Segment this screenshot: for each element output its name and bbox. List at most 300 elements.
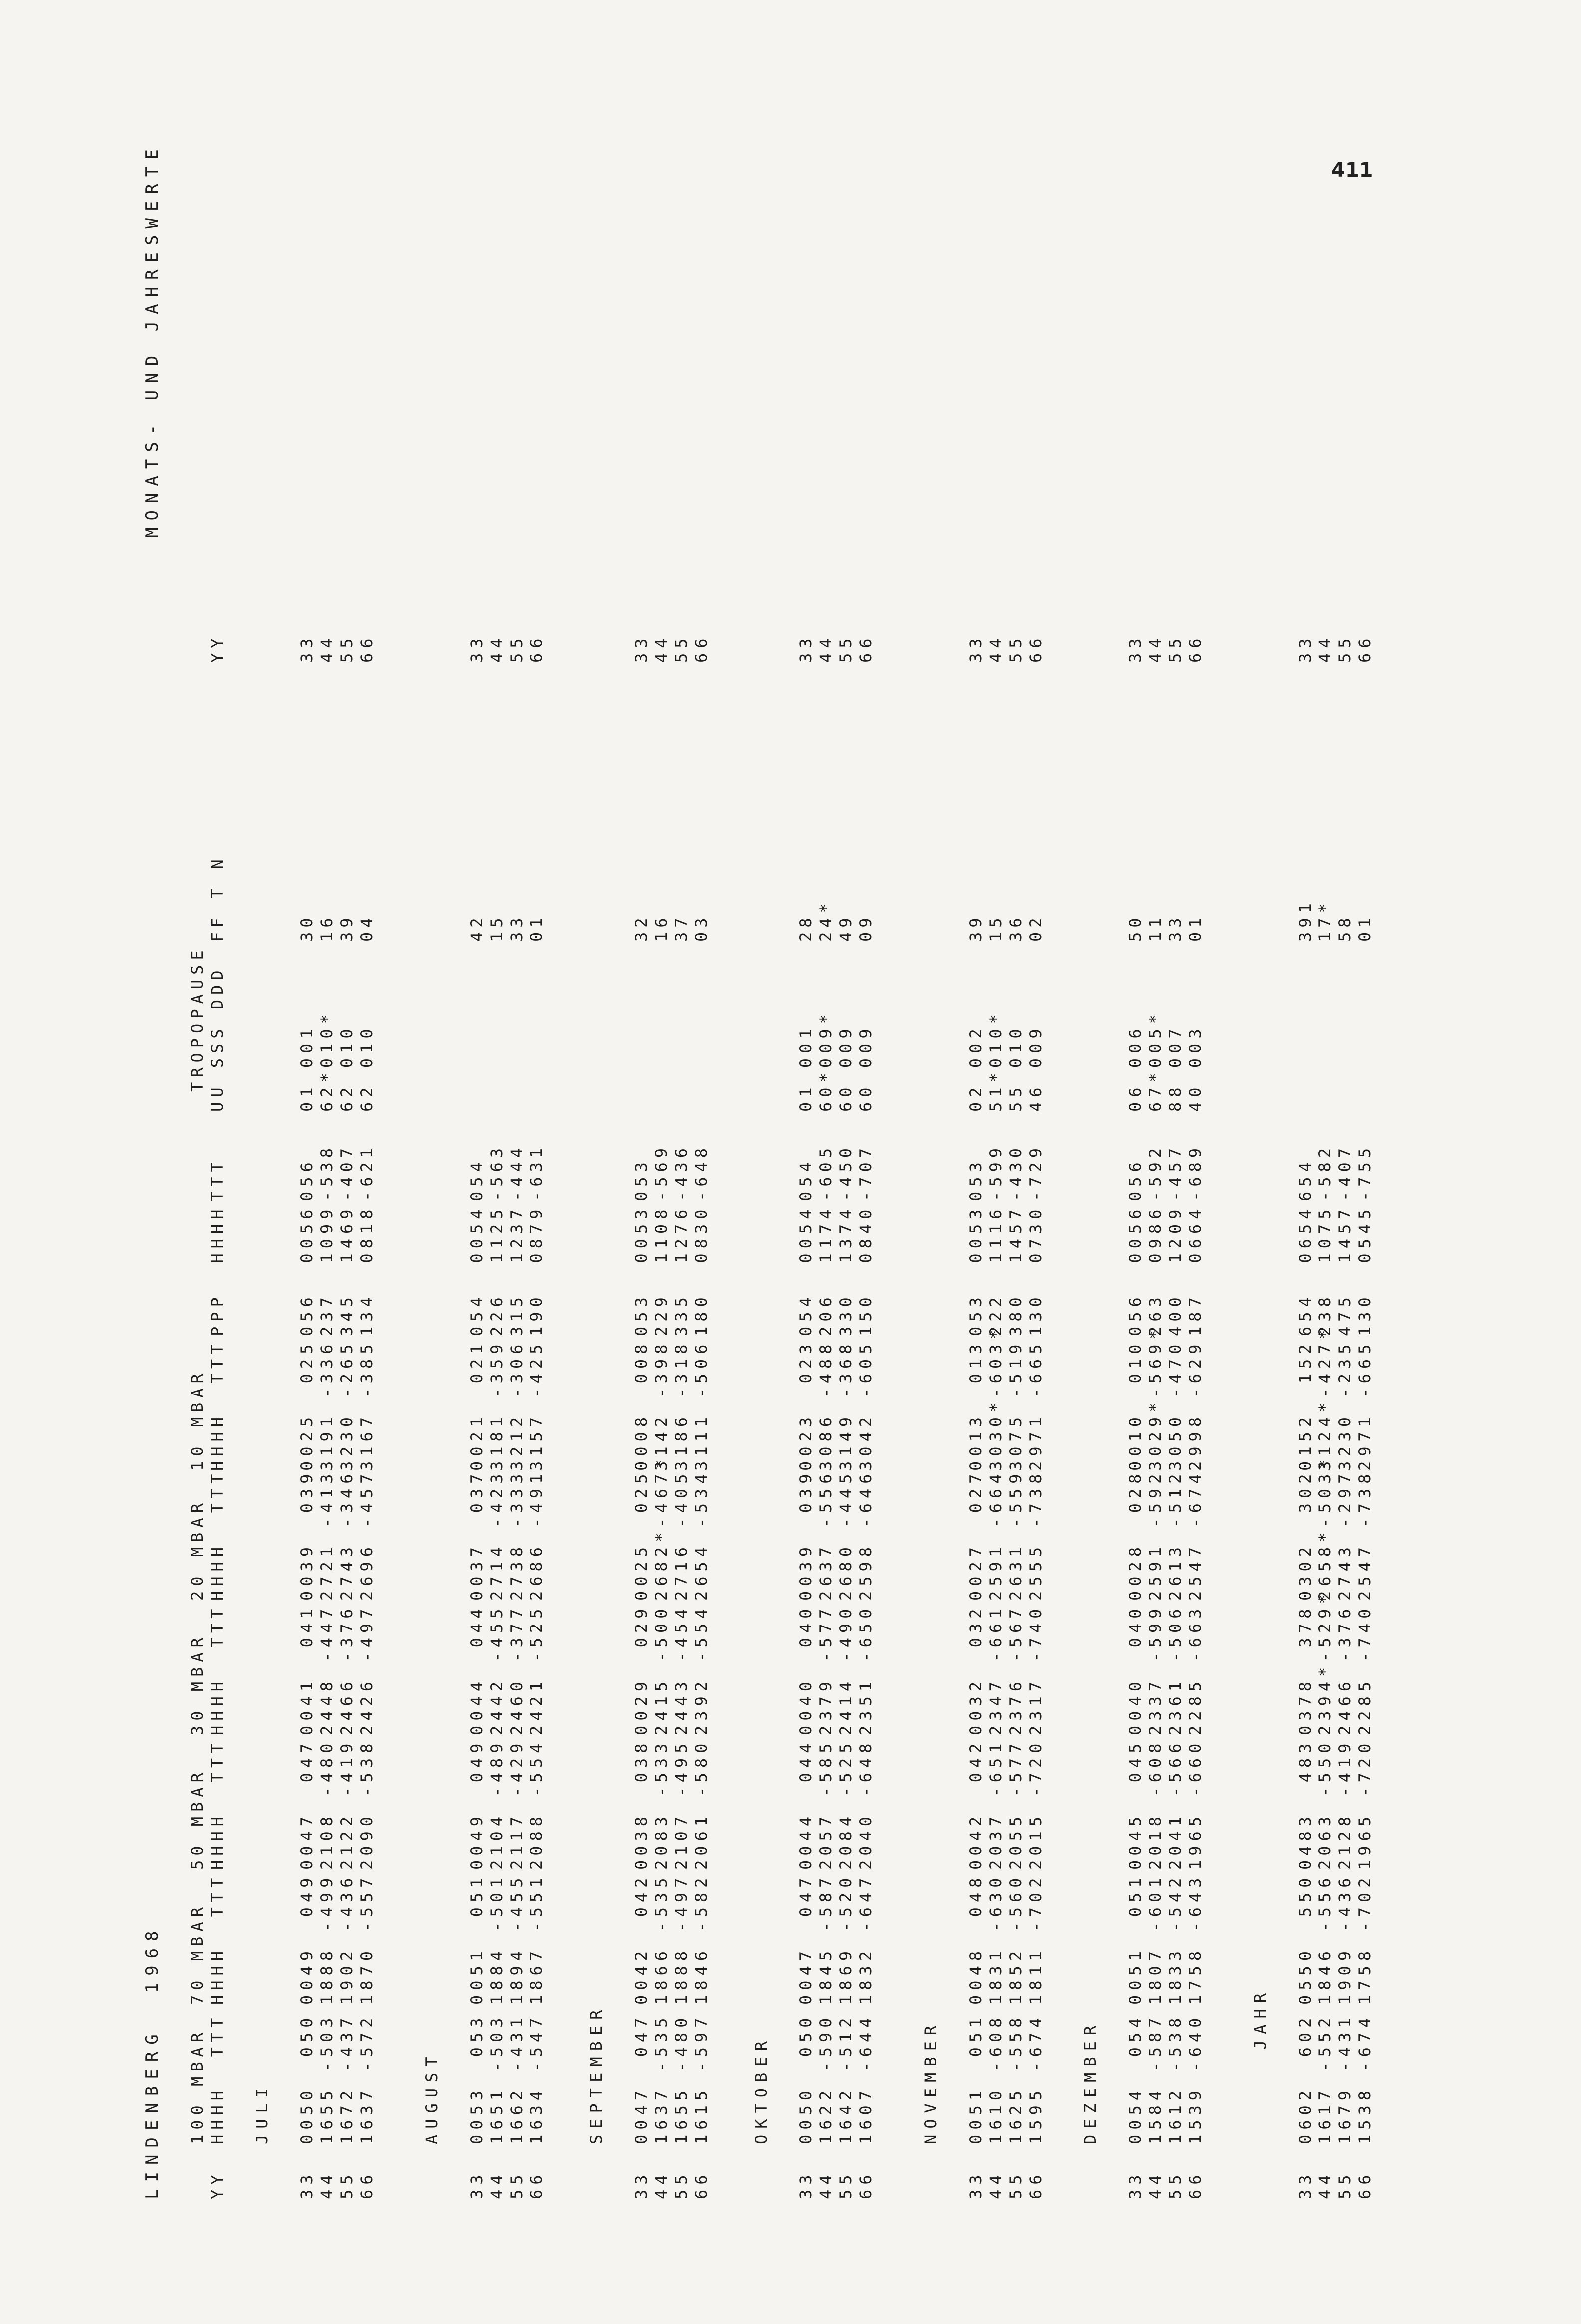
table-cell: 55 <box>672 2170 691 2199</box>
table-cell: 0013 013 <box>966 1339 985 1471</box>
table-cell: 2122 -419 <box>337 1738 356 1870</box>
section-label: OKTOBER <box>752 2035 771 2144</box>
table-cell: 49 <box>836 913 855 942</box>
table-cell: 2631 -559 <box>1006 1469 1025 1601</box>
column-header-bottom: FF T N <box>208 854 227 942</box>
table-cell: 2351 -650 <box>856 1604 875 1735</box>
table-cell: 2998 -629 <box>1186 1339 1205 1471</box>
table-cell: 11 <box>1146 913 1165 942</box>
station-title: LINDENBERG 1968 <box>142 1924 162 2199</box>
table-cell: -450 <box>836 1143 855 1201</box>
table-cell: 2061 -580 <box>692 1738 711 1870</box>
table-cell: 0378 378 <box>1296 1604 1315 1735</box>
column-header-bottom: HHHH TTT <box>208 1469 227 1601</box>
table-cell: 3167 -385 <box>357 1339 376 1471</box>
table-cell: 2088 -554 <box>527 1738 546 1870</box>
table-cell: 36 <box>1006 913 1025 942</box>
table-cell: 1965 -660 <box>1186 1738 1205 1870</box>
column-header-bottom: HHHH TTT <box>208 1873 227 2005</box>
table-cell: 1679 -431 <box>1335 2013 1354 2144</box>
table-cell: 0047 047 <box>297 1738 316 1870</box>
table-cell: 2361 -506 <box>1166 1604 1185 1735</box>
table-cell: 66 <box>527 633 546 663</box>
table-cell: 2108 -480 <box>317 1738 336 1870</box>
table-cell: 33 <box>467 633 486 663</box>
table-cell: 55 <box>507 633 526 663</box>
table-cell: 2658*-503* <box>1316 1454 1334 1601</box>
table-cell: 187 0664 <box>1186 1204 1205 1336</box>
table-cell: 0550 550 <box>1296 1873 1315 2005</box>
table-cell: 55 <box>507 2170 526 2199</box>
table-cell: -582 <box>1316 1143 1334 1201</box>
table-cell: 3157 -425 <box>527 1339 546 1471</box>
table-cell: -444 <box>507 1143 526 1201</box>
table-cell: 2083 -533 <box>652 1738 671 1870</box>
table-cell: 0051 051 <box>467 1873 486 2005</box>
table-cell: 2055 -577 <box>1006 1738 1025 1870</box>
table-cell: 2555 -738 <box>1026 1469 1045 1601</box>
table-cell: 3230 -235 <box>1335 1339 1354 1471</box>
table-cell: 42 <box>467 913 486 942</box>
table-cell: 206 1174 <box>816 1204 835 1336</box>
table-cell: 1662 -431 <box>507 2013 526 2144</box>
table-cell: 3212 -306 <box>507 1339 526 1471</box>
table-cell: 0027 027 <box>966 1469 985 1601</box>
table-cell: 44 <box>816 2170 835 2199</box>
table-cell: 55 <box>1166 2170 1185 2199</box>
table-cell: 2598 -646 <box>856 1469 875 1601</box>
table-cell: 44 <box>487 633 506 663</box>
table-cell: 66 <box>1026 633 1045 663</box>
table-cell: 1894 -455 <box>507 1873 526 2005</box>
table-cell: 60 009 <box>856 1024 875 1112</box>
table-cell: -436 <box>672 1143 691 1201</box>
table-cell: 1846 -556 <box>1316 1873 1334 2005</box>
column-header-bottom: HHHH TTT <box>208 1738 227 1870</box>
table-cell: 0032 032 <box>966 1604 985 1735</box>
table-cell: 335 1276 <box>672 1204 691 1336</box>
table-cell: 226 1125 <box>487 1204 506 1336</box>
table-cell: 053 0053 <box>632 1204 651 1336</box>
table-cell: 2285 -663 <box>1186 1604 1205 1735</box>
table-cell: 2443 -454 <box>672 1604 691 1735</box>
column-header-bottom: HHHH TTT <box>208 1339 227 1471</box>
table-cell: 1612 -538 <box>1166 2013 1185 2144</box>
table-cell: 3142 -398 <box>652 1339 671 1471</box>
table-cell: 66 <box>692 633 711 663</box>
table-cell: 16 <box>652 913 671 942</box>
section-label: AUGUST <box>422 2051 441 2144</box>
table-cell: 55 <box>1335 633 1354 663</box>
table-cell: 1866 -535 <box>652 1873 671 2005</box>
column-header-bottom: UU SSS DDD <box>208 965 227 1112</box>
table-cell: 222 1116 <box>986 1204 1005 1336</box>
table-cell: 1610 -608 <box>986 2013 1005 2144</box>
table-cell: 1617 -552 <box>1316 2013 1334 2144</box>
table-cell: 55 <box>836 633 855 663</box>
table-cell: 2104 -489 <box>487 1738 506 1870</box>
table-cell: 053 0053 <box>966 1204 985 1336</box>
table-cell: 33 <box>507 913 526 942</box>
table-cell: 2686 -491 <box>527 1469 546 1601</box>
table-cell: 03 <box>692 913 711 942</box>
table-cell: 55 <box>1166 633 1185 663</box>
table-cell: 30 <box>297 913 316 942</box>
table-cell: 0041 041 <box>297 1604 316 1735</box>
table-cell: 33 <box>796 2170 815 2199</box>
table-cell: 054 <box>796 1158 815 1201</box>
table-cell: 2392 -554 <box>692 1604 711 1735</box>
table-cell: 01 001 <box>796 1024 815 1112</box>
table-cell: 66 <box>357 633 376 663</box>
table-cell: 2696 -457 <box>357 1469 376 1601</box>
table-cell: 01 001 <box>297 1024 316 1112</box>
table-cell: 053 <box>966 1158 985 1201</box>
table-cell: 3181 -359 <box>487 1339 506 1471</box>
table-cell: 0025 025 <box>632 1469 651 1601</box>
table-cell: 0038 038 <box>632 1738 651 1870</box>
rotated-table-sheet <box>142 139 1520 2199</box>
table-cell: 44 <box>1146 633 1165 663</box>
table-cell: 2466 -376 <box>1335 1604 1354 1735</box>
table-cell: 66 <box>856 633 875 663</box>
table-cell: 134 0818 <box>357 1204 376 1336</box>
table-cell: 37 <box>672 913 691 942</box>
table-cell: 0023 023 <box>796 1339 815 1471</box>
table-cell: 1807 -601 <box>1146 1873 1165 2005</box>
table-cell: 0047 047 <box>632 2013 651 2144</box>
table-cell: 44 <box>816 633 835 663</box>
column-header-bottom: PPP HHHH <box>208 1204 227 1336</box>
table-cell: 1811 -702 <box>1026 1873 1045 2005</box>
table-cell: 2337 -599 <box>1146 1604 1165 1735</box>
table-cell: 39 <box>337 913 356 942</box>
table-cell: 2117 -429 <box>507 1738 526 1870</box>
table-cell: 0040 040 <box>1126 1604 1145 1735</box>
section-label: JAHR <box>1251 1987 1270 2050</box>
table-cell: 55 <box>1335 2170 1354 2199</box>
table-cell: 60*009* <box>816 1009 835 1112</box>
table-cell: 0048 048 <box>966 1873 985 2005</box>
table-cell: 2547 -738 <box>1355 1469 1374 1601</box>
table-cell: -407 <box>337 1143 356 1201</box>
table-cell: 0054 054 <box>1126 2013 1145 2144</box>
table-cell: 32 <box>632 913 651 942</box>
column-header-bottom: TTT <box>208 1158 227 1201</box>
table-cell: 66 <box>1186 2170 1205 2199</box>
table-cell: 263 0986 <box>1146 1204 1165 1336</box>
table-cell: 1869 -520 <box>836 1873 855 2005</box>
table-cell: 1965 -720 <box>1355 1738 1374 1870</box>
table-cell: 62*010* <box>317 1009 336 1112</box>
table-cell: 33 <box>1166 913 1185 942</box>
table-cell: 55 010 <box>1006 1024 1025 1112</box>
table-cell: 2460 -377 <box>507 1604 526 1735</box>
table-cell: 2442 -455 <box>487 1604 506 1735</box>
table-cell: 2084 -525 <box>836 1738 855 1870</box>
table-cell: 44 <box>986 2170 1005 2199</box>
table-cell: 55 <box>672 633 691 663</box>
table-cell: 67*005* <box>1146 1009 1165 1112</box>
table-cell: 1615 -597 <box>692 2013 711 2144</box>
table-cell: 2018 -608 <box>1146 1738 1165 1870</box>
column-header-bottom: YY <box>208 633 227 663</box>
table-cell: -599 <box>986 1143 1005 1201</box>
table-cell: 400 1209 <box>1166 1204 1185 1336</box>
table-cell: 33 <box>1296 2170 1315 2199</box>
table-cell: 33 <box>467 2170 486 2199</box>
table-cell: 66 <box>856 2170 875 2199</box>
table-cell: 33 <box>632 2170 651 2199</box>
table-cell: 44 <box>487 2170 506 2199</box>
table-cell: 62 010 <box>357 1024 376 1112</box>
table-cell: 2041 -566 <box>1166 1738 1185 1870</box>
table-cell: 0602 602 <box>1296 2013 1315 2144</box>
table-cell: 1870 -557 <box>357 1873 376 2005</box>
table-cell: 2107 -495 <box>672 1738 691 1870</box>
table-cell: 04 <box>357 913 376 942</box>
table-cell: 1831 -630 <box>986 1873 1005 2005</box>
table-cell: 40 003 <box>1186 1024 1205 1112</box>
table-cell: -407 <box>1335 1143 1354 1201</box>
column-header-top: 100 MBAR <box>188 2027 207 2144</box>
section-label: SEPTEMBER <box>587 2004 606 2144</box>
table-cell: 55 <box>337 633 356 663</box>
table-cell: 66 <box>692 2170 711 2199</box>
table-cell: 0037 037 <box>467 1469 486 1601</box>
table-cell: 33 <box>796 633 815 663</box>
table-cell: 3042 -605 <box>856 1339 875 1471</box>
table-cell: 2347 -661 <box>986 1604 1005 1735</box>
table-cell: 44 <box>317 2170 336 2199</box>
table-cell: 2448 -447 <box>317 1604 336 1735</box>
table-cell: 315 1237 <box>507 1204 526 1336</box>
table-cell: 2721 -413 <box>317 1469 336 1601</box>
table-cell: 0049 049 <box>297 1873 316 2005</box>
table-cell: 15 <box>487 913 506 942</box>
table-cell: 130 0545 <box>1355 1204 1374 1336</box>
table-cell: 054 0054 <box>467 1204 486 1336</box>
table-cell: 054 0054 <box>796 1204 815 1336</box>
column-header-bottom: HHHH TTT <box>208 2013 227 2144</box>
table-cell: 1642 -512 <box>836 2013 855 2144</box>
table-cell: 2637 -556 <box>816 1469 835 1601</box>
table-cell: 150 0840 <box>856 1204 875 1336</box>
table-cell: 0053 053 <box>467 2013 486 2144</box>
table-cell: 2680 -445 <box>836 1469 855 1601</box>
table-cell: 2591 -664 <box>986 1469 1005 1601</box>
table-cell: 2015 -720 <box>1026 1738 1045 1870</box>
table-cell: 2738 -333 <box>507 1469 526 1601</box>
table-cell: -563 <box>487 1143 506 1201</box>
table-cell: 33 <box>966 2170 985 2199</box>
table-cell: 0483 483 <box>1296 1738 1315 1870</box>
table-cell: 62 010 <box>337 1024 356 1112</box>
table-cell: 3086 -488 <box>816 1339 835 1471</box>
table-cell: 1884 -501 <box>487 1873 506 2005</box>
column-header-top: 10 MBAR <box>188 1369 207 1471</box>
table-cell: -631 <box>527 1143 546 1201</box>
table-cell: 0050 050 <box>796 2013 815 2144</box>
table-cell: 2057 -585 <box>816 1738 835 1870</box>
table-cell: 180 0830 <box>692 1204 711 1336</box>
table-cell: -707 <box>856 1143 875 1201</box>
table-cell: 33 <box>1126 2170 1145 2199</box>
table-cell: 2394*-529* <box>1316 1589 1334 1735</box>
table-cell: -729 <box>1026 1143 1045 1201</box>
table-cell: 1888 -497 <box>672 1873 691 2005</box>
table-cell: 58 <box>1335 913 1354 942</box>
table-cell: 0025 025 <box>297 1339 316 1471</box>
table-cell: 056 <box>1126 1158 1145 1201</box>
table-cell: 238 1075 <box>1316 1204 1334 1336</box>
table-cell: 1867 -551 <box>527 1873 546 2005</box>
table-cell: 46 009 <box>1026 1024 1045 1112</box>
page-number: 411 <box>1331 159 1373 182</box>
table-cell: 654 0654 <box>1296 1204 1315 1336</box>
table-cell: 50 <box>1126 913 1145 942</box>
table-cell: 053 <box>632 1158 651 1201</box>
table-cell: 44 <box>986 633 1005 663</box>
table-cell: 391 <box>1296 898 1315 942</box>
table-cell: 3030*-603* <box>986 1325 1005 1471</box>
table-cell: 0047 047 <box>796 1873 815 2005</box>
table-cell: 2971 -665 <box>1026 1339 1045 1471</box>
table-cell: 66 <box>1186 633 1205 663</box>
table-cell: 66 <box>357 2170 376 2199</box>
table-cell: 3124*-427* <box>1316 1325 1334 1471</box>
column-header-top: 50 MBAR <box>188 1768 207 1870</box>
table-cell: 1672 -437 <box>337 2013 356 2144</box>
table-cell: 1622 -590 <box>816 2013 835 2144</box>
table-cell: -648 <box>692 1143 711 1201</box>
table-cell: 15 <box>986 913 1005 942</box>
table-cell: 0010 010 <box>1126 1339 1145 1471</box>
table-cell: 0051 051 <box>1126 1873 1145 2005</box>
table-cell: 33 <box>1126 633 1145 663</box>
table-cell: 2743 -346 <box>337 1469 356 1601</box>
table-cell: 2714 -423 <box>487 1469 506 1601</box>
table-cell: 2426 -497 <box>357 1604 376 1735</box>
section-label: JULI <box>253 2082 271 2144</box>
summary-title: MONATS- UND JAHRESWERTE <box>142 142 162 538</box>
table-cell: 1584 -587 <box>1146 2013 1165 2144</box>
table-cell: 1625 -558 <box>1006 2013 1025 2144</box>
column-header-top: 30 MBAR <box>188 1633 207 1735</box>
table-cell: 3075 -519 <box>1006 1339 1025 1471</box>
table-cell: 55 <box>1006 2170 1025 2199</box>
table-cell: 2654 -534 <box>692 1469 711 1601</box>
table-cell: 056 <box>297 1158 316 1201</box>
table-cell: 1758 -643 <box>1186 1873 1205 2005</box>
table-cell: 1655 -480 <box>672 2013 691 2144</box>
table-cell: 2716 -405 <box>672 1469 691 1601</box>
table-cell: 44 <box>317 633 336 663</box>
table-cell: 2414 -490 <box>836 1604 855 1735</box>
table-cell: 2128 -419 <box>1335 1738 1354 1870</box>
table-cell: 345 1469 <box>337 1204 356 1336</box>
table-cell: 2285 -740 <box>1355 1604 1374 1735</box>
table-cell: 06 006 <box>1126 1024 1145 1112</box>
table-cell: 237 1099 <box>317 1204 336 1336</box>
table-cell: 2040 -648 <box>856 1738 875 1870</box>
table-cell: -592 <box>1146 1143 1165 1201</box>
table-cell: 2415 -500 <box>652 1604 671 1735</box>
table-cell: 60 009 <box>836 1024 855 1112</box>
table-cell: 01 <box>1186 913 1205 942</box>
table-cell: 2037 -651 <box>986 1738 1005 1870</box>
table-cell: 66 <box>1026 2170 1045 2199</box>
table-cell: 44 <box>1316 633 1334 663</box>
table-cell: 1909 -436 <box>1335 1873 1354 2005</box>
table-cell: 0029 029 <box>632 1604 651 1735</box>
table-cell: 3191 -336 <box>317 1339 336 1471</box>
table-cell: 0044 044 <box>796 1738 815 1870</box>
table-cell: 0049 049 <box>467 1738 486 1870</box>
table-cell: 3111 -506 <box>692 1339 711 1471</box>
table-cell: 130 0730 <box>1026 1204 1045 1336</box>
table-cell: 1651 -503 <box>487 2013 506 2144</box>
table-cell: -689 <box>1186 1143 1205 1201</box>
table-cell: 44 <box>1316 2170 1334 2199</box>
table-cell: 1833 -542 <box>1166 1873 1185 2005</box>
table-cell: 28 <box>796 913 815 942</box>
table-cell: 1637 -572 <box>357 2013 376 2144</box>
table-cell: 054 <box>467 1158 486 1201</box>
table-cell: -569 <box>652 1143 671 1201</box>
table-cell: -538 <box>317 1143 336 1201</box>
table-cell: 55 <box>337 2170 356 2199</box>
section-label: DEZEMBER <box>1081 2019 1100 2144</box>
table-cell: 475 1457 <box>1335 1204 1354 1336</box>
table-cell: 3230 -265 <box>337 1339 356 1471</box>
table-cell: 330 1374 <box>836 1204 855 1336</box>
table-cell: 24* <box>816 898 835 942</box>
table-cell: 2379 -577 <box>816 1604 835 1735</box>
table-cell: 33 <box>1296 633 1315 663</box>
table-cell: 44 <box>652 2170 671 2199</box>
table-cell: 056 0056 <box>1126 1204 1145 1336</box>
table-cell: -621 <box>357 1143 376 1201</box>
table-cell: 3050 -470 <box>1166 1339 1185 1471</box>
table-cell: 2547 -674 <box>1186 1469 1205 1601</box>
table-cell: 02 <box>1026 913 1045 942</box>
table-cell: 33 <box>297 633 316 663</box>
table-cell: -457 <box>1166 1143 1185 1201</box>
table-cell: 1539 -640 <box>1186 2013 1205 2144</box>
table-cell: 66 <box>1355 2170 1374 2199</box>
table-cell: 190 0879 <box>527 1204 546 1336</box>
table-cell: 44 <box>652 633 671 663</box>
table-cell: 33 <box>966 633 985 663</box>
column-header-bottom: HHHH TTT <box>208 1604 227 1735</box>
table-cell: 0039 039 <box>796 1469 815 1601</box>
table-cell: 1637 -535 <box>652 2013 671 2144</box>
table-cell: 66 <box>1355 633 1374 663</box>
table-cell: 55 <box>836 2170 855 2199</box>
table-cell: 0051 051 <box>966 2013 985 2144</box>
table-cell: 2971 -665 <box>1355 1339 1374 1471</box>
table-cell: 33 <box>632 633 651 663</box>
table-cell: 09 <box>856 913 875 942</box>
table-cell: 66 <box>527 2170 546 2199</box>
table-cell: 1888 -499 <box>317 1873 336 2005</box>
table-cell: 88 007 <box>1166 1024 1185 1112</box>
table-cell: 1846 -582 <box>692 1873 711 2005</box>
table-cell: 0302 302 <box>1296 1469 1315 1601</box>
table-cell: 2421 -525 <box>527 1604 546 1735</box>
table-cell: 1852 -560 <box>1006 1873 1025 2005</box>
